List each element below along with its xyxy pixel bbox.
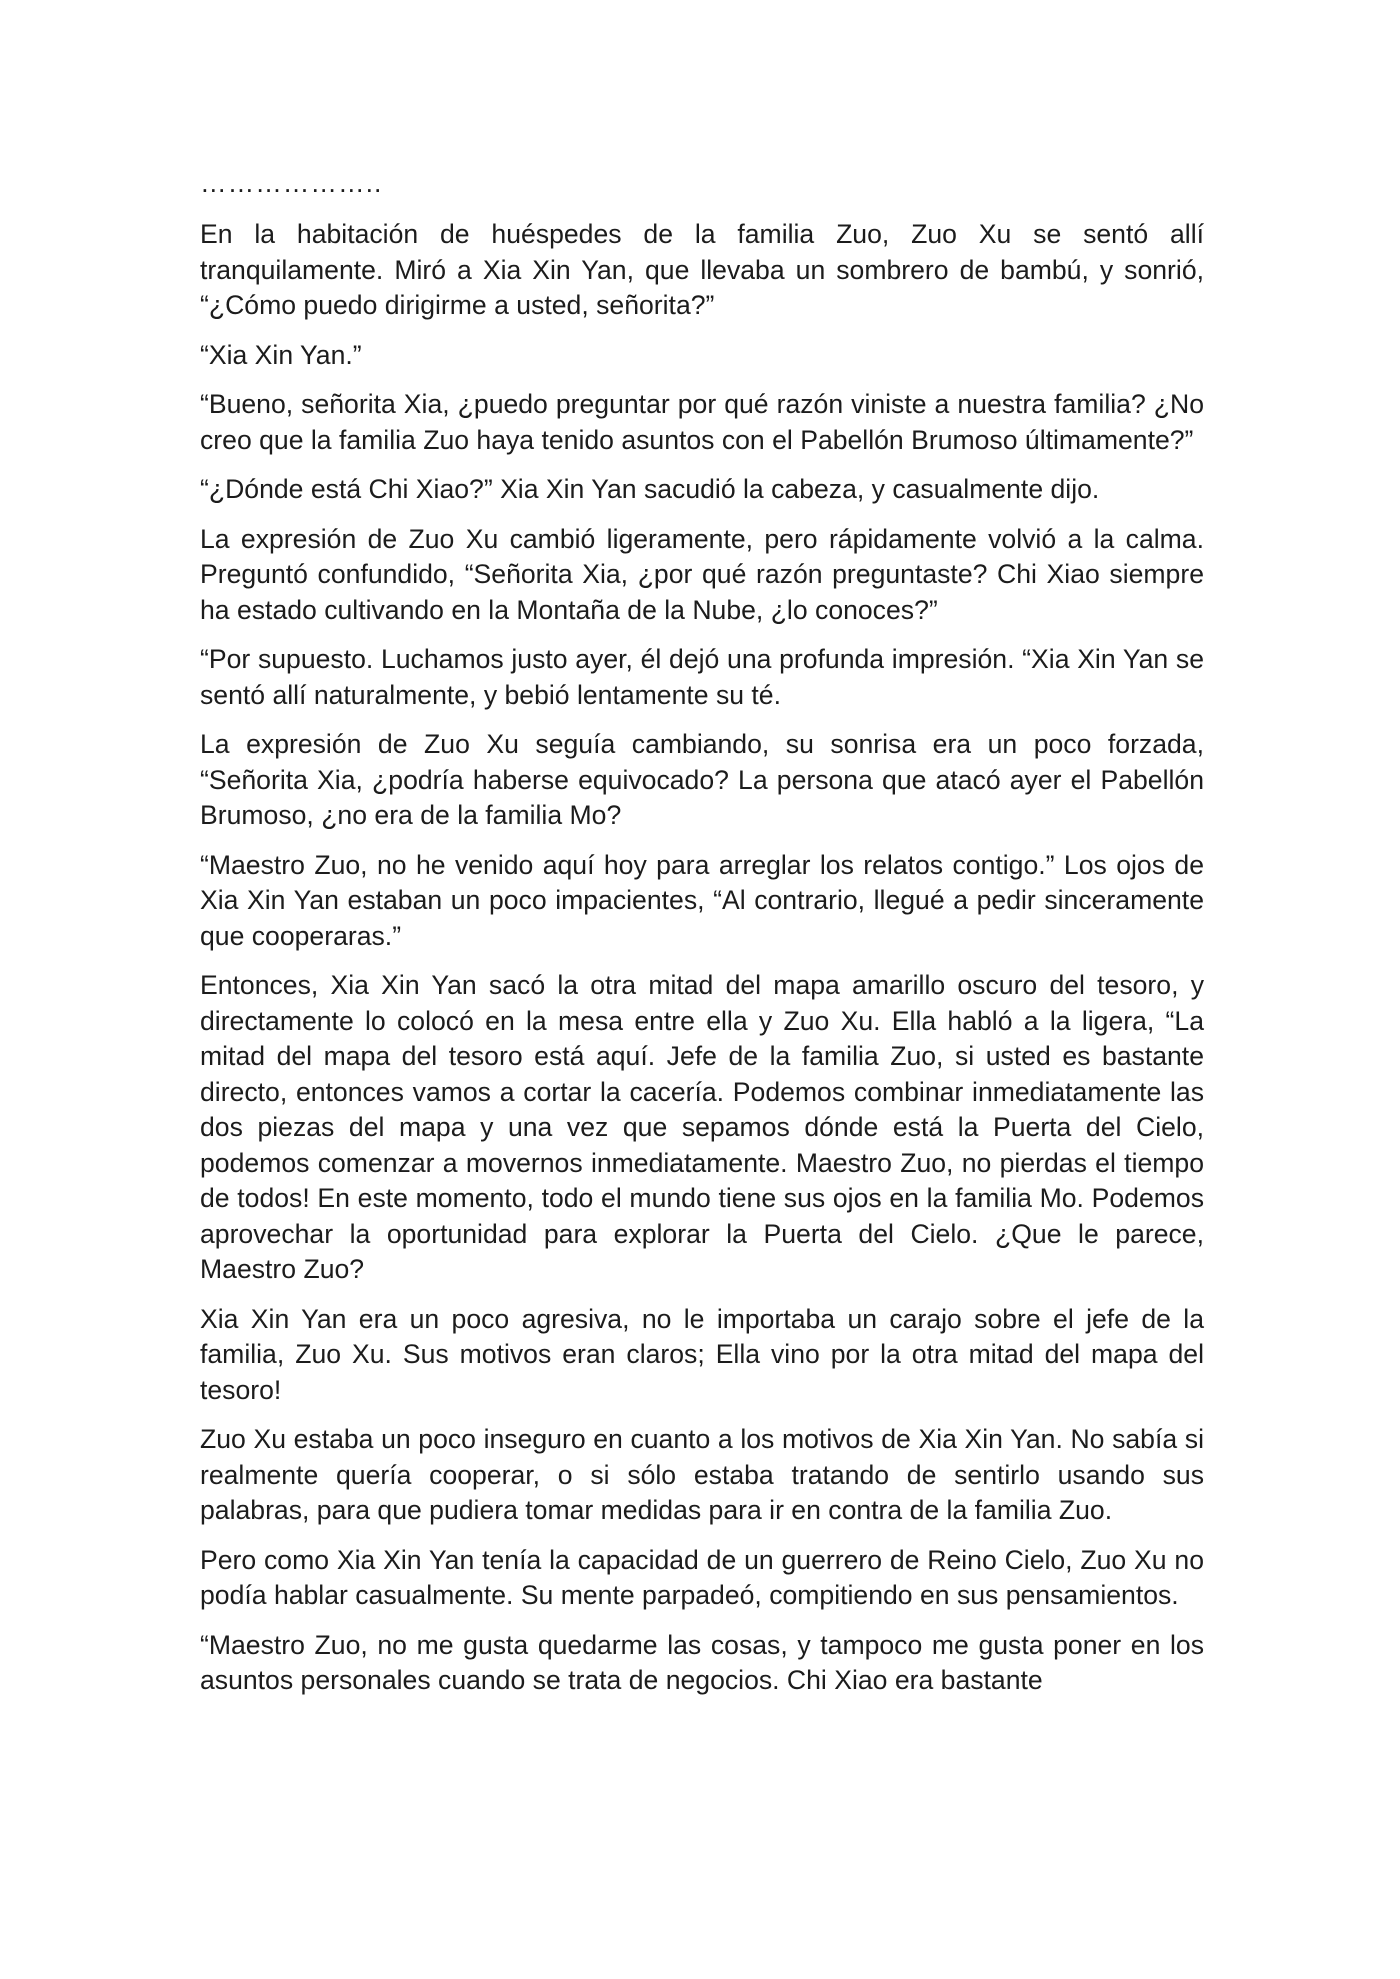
paragraph: Pero como Xia Xin Yan tenía la capacidad de un guerrero de Reino Cielo, Zuo Xu no podía hablar casualmente. Su mente parpadeó, compitiendo en sus pensamientos. xyxy=(200,1544,1204,1610)
paragraph: Entonces, Xia Xin Yan sacó la otra mitad del mapa amarillo oscuro del tesoro, y directamente lo colocó en la mesa entre ella y Zuo Xu. Ella habló a la ligera, “La mitad del mapa del tesoro está aquí. Jefe de la familia Zuo, si usted es bastante directo, entonces vamos a cortar la cacería. Podemos combinar inmediatamente las dos piezas del mapa y una vez que sepamos dónde está la Puerta del Cielo, podemos comenzar a movernos inmediatamente. Maestro Zuo, no pierdas el tiempo de todos! En este momento, todo el mundo tiene sus ojos en la familia Mo. Podemos aprovechar la oportunidad para explorar la Puerta del Cielo. ¿Que le parece, Maestro Zuo? xyxy=(200,970,1204,1284)
section-separator: ……………….. xyxy=(200,168,383,198)
paragraph: “Maestro Zuo, no he venido aquí hoy para arreglar los relatos contigo.” Los ojos de Xia Xin Yan estaban un poco impacientes, “Al contrario, llegué a pedir sinceramente que cooperaras.” xyxy=(200,849,1204,951)
paragraph: Xia Xin Yan era un poco agresiva, no le importaba un carajo sobre el jefe de la familia, Zuo Xu. Sus motivos eran claros; Ella vino por la otra mitad del mapa del tesoro! xyxy=(200,1303,1204,1405)
document-body xyxy=(200,170,1204,1713)
paragraph: La expresión de Zuo Xu seguía cambiando, su sonrisa era un poco forzada, “Señorita Xia, ¿podría haberse equivocado? La persona que atacó ayer el Pabellón Brumoso, ¿no era de la familia Mo? xyxy=(200,729,1204,830)
paragraph: La expresión de Zuo Xu cambió ligeramente, pero rápidamente volvió a la calma. Preguntó confundido, “Señorita Xia, ¿por qué razón preguntaste? Chi Xiao siempre ha estado cultivando en la Montaña de la Nube, ¿lo conoces?” xyxy=(200,523,1204,625)
paragraph: Zuo Xu estaba un poco inseguro en cuanto a los motivos de Xia Xin Yan. No sabía si realmente quería cooperar, o si sólo estaba tratando de sentirlo usando sus palabras, para que pudiera tomar medidas para ir en contra de la familia Zuo. xyxy=(200,1424,1204,1525)
paragraph: “Bueno, señorita Xia, ¿puedo preguntar por qué razón viniste a nuestra familia? ¿No creo que la familia Zuo haya tenido asuntos con el Pabellón Brumoso últimamente?” xyxy=(200,389,1204,455)
paragraph: “Por supuesto. Luchamos justo ayer, él dejó una profunda impresión. “Xia Xin Yan se sentó allí naturalmente, y bebió lentamente su té. xyxy=(200,644,1204,710)
paragraph: En la habitación de huéspedes de la familia Zuo, Zuo Xu se sentó allí tranquilamente. Miró a Xia Xin Yan, que llevaba un sombrero de bambú, y sonrió, “¿Cómo puedo dirigirme a usted, señorita?” xyxy=(200,219,1204,320)
paragraph: “¿Dónde está Chi Xiao?” Xia Xin Yan sacudió la cabeza, y casualmente dijo. xyxy=(200,474,1100,504)
paragraph: “Xia Xin Yan.” xyxy=(200,339,362,370)
paragraph: “Maestro Zuo, no me gusta quedarme las cosas, y tampoco me gusta poner en los asuntos personales cuando se trata de negocios. Chi Xiao era bastante xyxy=(200,1629,1204,1695)
